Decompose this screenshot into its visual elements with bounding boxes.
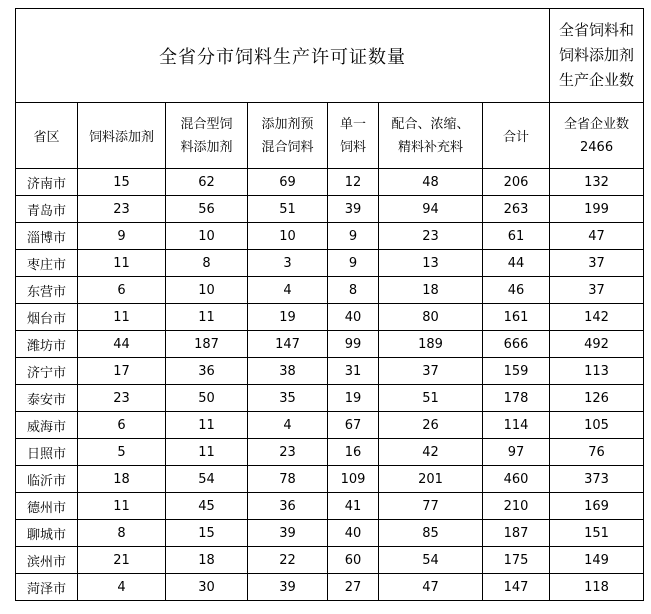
table-row bbox=[16, 223, 644, 250]
cell-enterprises: 142 bbox=[550, 304, 644, 331]
cell-single: 8 bbox=[328, 277, 379, 304]
header-row bbox=[16, 103, 644, 169]
cell-enterprises: 37 bbox=[550, 277, 644, 304]
header-line: 2466 bbox=[580, 139, 614, 155]
cell-total: 460 bbox=[483, 466, 550, 493]
cell-mixed-additive: 30 bbox=[166, 574, 248, 601]
cell-enterprises: 151 bbox=[550, 520, 644, 547]
cell-compound: 18 bbox=[379, 277, 483, 304]
cell-compound: 47 bbox=[379, 574, 483, 601]
cell-mixed-additive: 8 bbox=[166, 250, 248, 277]
cell-enterprises: 47 bbox=[550, 223, 644, 250]
cell-compound: 42 bbox=[379, 439, 483, 466]
cell-additive: 11 bbox=[78, 250, 166, 277]
cell-additive: 6 bbox=[78, 412, 166, 439]
header-enterprises bbox=[550, 103, 644, 169]
cell-premix: 19 bbox=[248, 304, 328, 331]
cell-additive: 4 bbox=[78, 574, 166, 601]
side-header-line: 饲料添加剂 bbox=[559, 46, 635, 64]
cell-enterprises: 118 bbox=[550, 574, 644, 601]
cell-single: 9 bbox=[328, 250, 379, 277]
header-line: 配合、浓缩、 bbox=[391, 116, 470, 132]
cell-city: 枣庄市 bbox=[16, 250, 78, 277]
cell-premix: 10 bbox=[248, 223, 328, 250]
header-region: 省区 bbox=[16, 103, 78, 169]
cell-mixed-additive: 10 bbox=[166, 277, 248, 304]
cell-total: 263 bbox=[483, 196, 550, 223]
cell-city: 德州市 bbox=[16, 493, 78, 520]
cell-enterprises: 132 bbox=[550, 169, 644, 196]
cell-total: 97 bbox=[483, 439, 550, 466]
cell-enterprises: 199 bbox=[550, 196, 644, 223]
header-line: 全省企业数 bbox=[564, 116, 630, 132]
header-additive: 饲料添加剂 bbox=[78, 103, 166, 169]
cell-premix: 39 bbox=[248, 520, 328, 547]
cell-mixed-additive: 11 bbox=[166, 412, 248, 439]
cell-enterprises: 126 bbox=[550, 385, 644, 412]
table-row bbox=[16, 466, 644, 493]
cell-compound: 13 bbox=[379, 250, 483, 277]
cell-additive: 23 bbox=[78, 385, 166, 412]
cell-city: 潍坊市 bbox=[16, 331, 78, 358]
table-row bbox=[16, 547, 644, 574]
cell-total: 178 bbox=[483, 385, 550, 412]
table-row bbox=[16, 331, 644, 358]
table-row bbox=[16, 250, 644, 277]
cell-premix: 39 bbox=[248, 574, 328, 601]
cell-total: 161 bbox=[483, 304, 550, 331]
cell-compound: 85 bbox=[379, 520, 483, 547]
cell-total: 114 bbox=[483, 412, 550, 439]
header-line: 添加剂预 bbox=[261, 116, 314, 132]
header-single bbox=[328, 103, 379, 169]
cell-additive: 11 bbox=[78, 304, 166, 331]
cell-mixed-additive: 50 bbox=[166, 385, 248, 412]
cell-premix: 51 bbox=[248, 196, 328, 223]
cell-premix: 3 bbox=[248, 250, 328, 277]
table-row bbox=[16, 520, 644, 547]
header-line: 精料补充料 bbox=[397, 139, 463, 155]
cell-single: 99 bbox=[328, 331, 379, 358]
cell-premix: 147 bbox=[248, 331, 328, 358]
header-line: 饲料 bbox=[339, 139, 366, 155]
cell-single: 41 bbox=[328, 493, 379, 520]
cell-single: 109 bbox=[328, 466, 379, 493]
cell-single: 39 bbox=[328, 196, 379, 223]
side-header bbox=[550, 9, 644, 103]
cell-compound: 54 bbox=[379, 547, 483, 574]
cell-mixed-additive: 36 bbox=[166, 358, 248, 385]
cell-total: 187 bbox=[483, 520, 550, 547]
header-premix bbox=[248, 103, 328, 169]
cell-city: 东营市 bbox=[16, 277, 78, 304]
cell-single: 40 bbox=[328, 304, 379, 331]
cell-single: 9 bbox=[328, 223, 379, 250]
title-row bbox=[16, 9, 644, 103]
cell-compound: 51 bbox=[379, 385, 483, 412]
header-line: 混合型饲 bbox=[180, 116, 233, 132]
cell-mixed-additive: 18 bbox=[166, 547, 248, 574]
cell-mixed-additive: 187 bbox=[166, 331, 248, 358]
cell-additive: 5 bbox=[78, 439, 166, 466]
cell-city: 聊城市 bbox=[16, 520, 78, 547]
cell-single: 12 bbox=[328, 169, 379, 196]
cell-mixed-additive: 54 bbox=[166, 466, 248, 493]
cell-single: 60 bbox=[328, 547, 379, 574]
cell-mixed-additive: 62 bbox=[166, 169, 248, 196]
cell-single: 16 bbox=[328, 439, 379, 466]
license-table bbox=[15, 8, 644, 601]
cell-compound: 94 bbox=[379, 196, 483, 223]
cell-additive: 21 bbox=[78, 547, 166, 574]
cell-compound: 37 bbox=[379, 358, 483, 385]
cell-city: 日照市 bbox=[16, 439, 78, 466]
cell-enterprises: 492 bbox=[550, 331, 644, 358]
cell-city: 淄博市 bbox=[16, 223, 78, 250]
cell-compound: 48 bbox=[379, 169, 483, 196]
table-row bbox=[16, 304, 644, 331]
header-line: 料添加剂 bbox=[180, 139, 233, 155]
cell-compound: 77 bbox=[379, 493, 483, 520]
cell-additive: 9 bbox=[78, 223, 166, 250]
cell-total: 210 bbox=[483, 493, 550, 520]
cell-additive: 11 bbox=[78, 493, 166, 520]
cell-total: 159 bbox=[483, 358, 550, 385]
cell-additive: 6 bbox=[78, 277, 166, 304]
cell-additive: 18 bbox=[78, 466, 166, 493]
cell-city: 临沂市 bbox=[16, 466, 78, 493]
cell-city: 济宁市 bbox=[16, 358, 78, 385]
table-row bbox=[16, 574, 644, 601]
table-row bbox=[16, 493, 644, 520]
cell-premix: 69 bbox=[248, 169, 328, 196]
cell-mixed-additive: 56 bbox=[166, 196, 248, 223]
cell-mixed-additive: 15 bbox=[166, 520, 248, 547]
cell-premix: 4 bbox=[248, 412, 328, 439]
cell-city: 滨州市 bbox=[16, 547, 78, 574]
table-row bbox=[16, 196, 644, 223]
cell-city: 威海市 bbox=[16, 412, 78, 439]
cell-additive: 23 bbox=[78, 196, 166, 223]
cell-enterprises: 149 bbox=[550, 547, 644, 574]
cell-mixed-additive: 10 bbox=[166, 223, 248, 250]
cell-total: 206 bbox=[483, 169, 550, 196]
cell-city: 泰安市 bbox=[16, 385, 78, 412]
header-mixed-additive bbox=[166, 103, 248, 169]
cell-single: 19 bbox=[328, 385, 379, 412]
cell-total: 147 bbox=[483, 574, 550, 601]
cell-city: 菏泽市 bbox=[16, 574, 78, 601]
cell-mixed-additive: 11 bbox=[166, 439, 248, 466]
cell-city: 济南市 bbox=[16, 169, 78, 196]
cell-compound: 189 bbox=[379, 331, 483, 358]
cell-compound: 80 bbox=[379, 304, 483, 331]
cell-additive: 15 bbox=[78, 169, 166, 196]
cell-enterprises: 105 bbox=[550, 412, 644, 439]
cell-premix: 38 bbox=[248, 358, 328, 385]
cell-enterprises: 113 bbox=[550, 358, 644, 385]
table-row bbox=[16, 412, 644, 439]
cell-compound: 23 bbox=[379, 223, 483, 250]
cell-additive: 8 bbox=[78, 520, 166, 547]
table-row bbox=[16, 385, 644, 412]
cell-city: 烟台市 bbox=[16, 304, 78, 331]
table-row bbox=[16, 358, 644, 385]
table-title: 全省分市饲料生产许可证数量 bbox=[16, 9, 550, 103]
cell-single: 31 bbox=[328, 358, 379, 385]
cell-mixed-additive: 45 bbox=[166, 493, 248, 520]
cell-compound: 201 bbox=[379, 466, 483, 493]
table-body bbox=[16, 9, 644, 601]
cell-single: 27 bbox=[328, 574, 379, 601]
cell-premix: 4 bbox=[248, 277, 328, 304]
cell-premix: 36 bbox=[248, 493, 328, 520]
cell-compound: 26 bbox=[379, 412, 483, 439]
header-line: 混合饲料 bbox=[261, 139, 314, 155]
cell-single: 67 bbox=[328, 412, 379, 439]
cell-enterprises: 37 bbox=[550, 250, 644, 277]
header-line: 单一 bbox=[339, 116, 366, 132]
side-header-line: 生产企业数 bbox=[559, 71, 635, 89]
cell-enterprises: 169 bbox=[550, 493, 644, 520]
cell-single: 40 bbox=[328, 520, 379, 547]
cell-total: 61 bbox=[483, 223, 550, 250]
cell-premix: 35 bbox=[248, 385, 328, 412]
cell-premix: 78 bbox=[248, 466, 328, 493]
cell-premix: 23 bbox=[248, 439, 328, 466]
cell-additive: 44 bbox=[78, 331, 166, 358]
cell-total: 46 bbox=[483, 277, 550, 304]
cell-mixed-additive: 11 bbox=[166, 304, 248, 331]
header-compound bbox=[379, 103, 483, 169]
header-total: 合计 bbox=[483, 103, 550, 169]
cell-total: 44 bbox=[483, 250, 550, 277]
cell-enterprises: 76 bbox=[550, 439, 644, 466]
table-row bbox=[16, 439, 644, 466]
cell-enterprises: 373 bbox=[550, 466, 644, 493]
cell-city: 青岛市 bbox=[16, 196, 78, 223]
table-row bbox=[16, 277, 644, 304]
cell-total: 175 bbox=[483, 547, 550, 574]
cell-premix: 22 bbox=[248, 547, 328, 574]
cell-total: 666 bbox=[483, 331, 550, 358]
cell-additive: 17 bbox=[78, 358, 166, 385]
table-row bbox=[16, 169, 644, 196]
side-header-line: 全省饲料和 bbox=[559, 21, 635, 39]
